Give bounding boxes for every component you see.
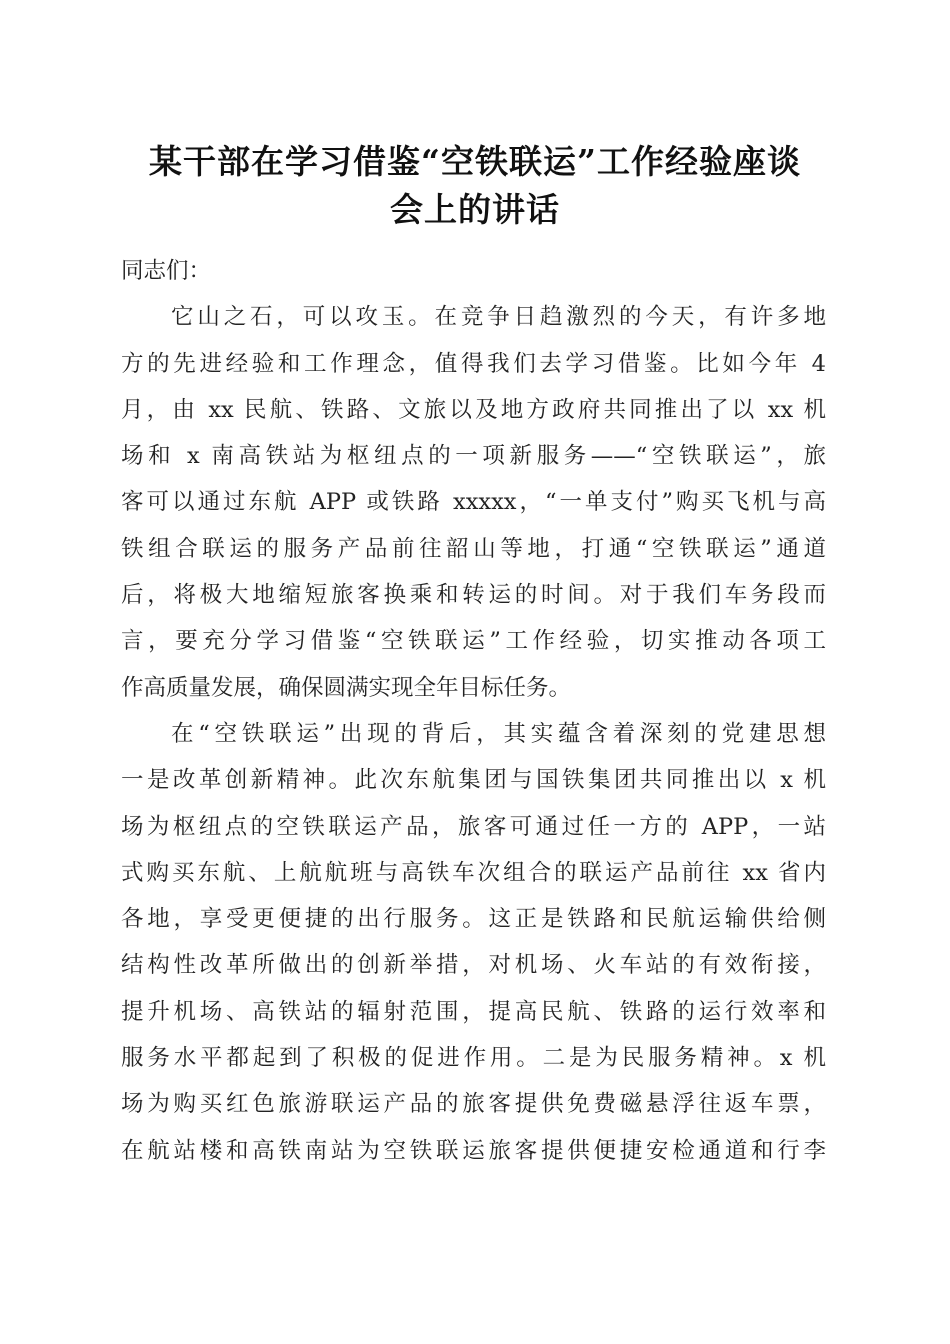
paragraph-1-line: 它山之石，可以攻玉。在竞争日趋激烈的今天，有许多地 bbox=[171, 304, 826, 331]
paragraph-2-line: 在航站楼和高铁南站为空铁联运旅客提供便捷安检通道和行李 bbox=[121, 1137, 826, 1164]
paragraph-1-line: 作高质量发展，确保圆满实现全年目标任务。 bbox=[121, 674, 572, 701]
paragraph-1-line: 月，由 xx 民航、铁路、文旅以及地方政府共同推出了以 xx 机 bbox=[121, 396, 826, 423]
paragraph-2-line: 式购买东航、上航航班与高铁车次组合的联运产品前往 xx 省内 bbox=[121, 859, 826, 886]
document-body bbox=[121, 248, 826, 1174]
paragraph-1-line: 言，要充分学习借鉴“空铁联运”工作经验，切实推动各项工 bbox=[121, 628, 826, 655]
paragraph-2-line: 场为购买红色旅游联运产品的旅客提供免费磁悬浮往返车票， bbox=[121, 1091, 826, 1118]
paragraph-1-line: 方的先进经验和工作理念，值得我们去学习借鉴。比如今年 4 bbox=[121, 350, 826, 377]
paragraph-2-line: 一是改革创新精神。此次东航集团与国铁集团共同推出以 x 机 bbox=[121, 767, 826, 794]
paragraph-2-line: 服务水平都起到了积极的促进作用。二是为民服务精神。x 机 bbox=[121, 1045, 826, 1072]
paragraph-2-line: 场为枢纽点的空铁联运产品，旅客可通过任一方的 APP，一站 bbox=[121, 813, 826, 840]
paragraph-2-line: 各地，享受更便捷的出行服务。这正是铁路和民航运输供给侧 bbox=[121, 906, 826, 933]
paragraph-2-line: 提升机场、高铁站的辐射范围，提高民航、铁路的运行效率和 bbox=[121, 998, 826, 1025]
paragraph-2-line: 结构性改革所做出的创新举措，对机场、火车站的有效衔接， bbox=[121, 952, 826, 979]
paragraph-1-line: 场和 x 南高铁站为枢纽点的一项新服务——“空铁联运”，旅 bbox=[121, 443, 826, 470]
paragraph-1-line: 后，将极大地缩短旅客换乘和转运的时间。对于我们车务段而 bbox=[121, 582, 826, 609]
paragraph-1-line: 铁组合联运的服务产品前往韶山等地，打通“空铁联运”通道 bbox=[121, 535, 826, 562]
salutation: 同志们： bbox=[121, 258, 212, 284]
document-title-line-2: 会上的讲话 bbox=[390, 190, 560, 229]
document-title-line-1: 某干部在学习借鉴“空铁联运”工作经验座谈 bbox=[149, 142, 801, 181]
paragraph-1-line: 客可以通过东航 APP 或铁路 xxxxx，“一单支付”购买飞机与高 bbox=[121, 489, 826, 516]
paragraph-2-line: 在“空铁联运”出现的背后，其实蕴含着深刻的党建思想 bbox=[171, 720, 826, 747]
